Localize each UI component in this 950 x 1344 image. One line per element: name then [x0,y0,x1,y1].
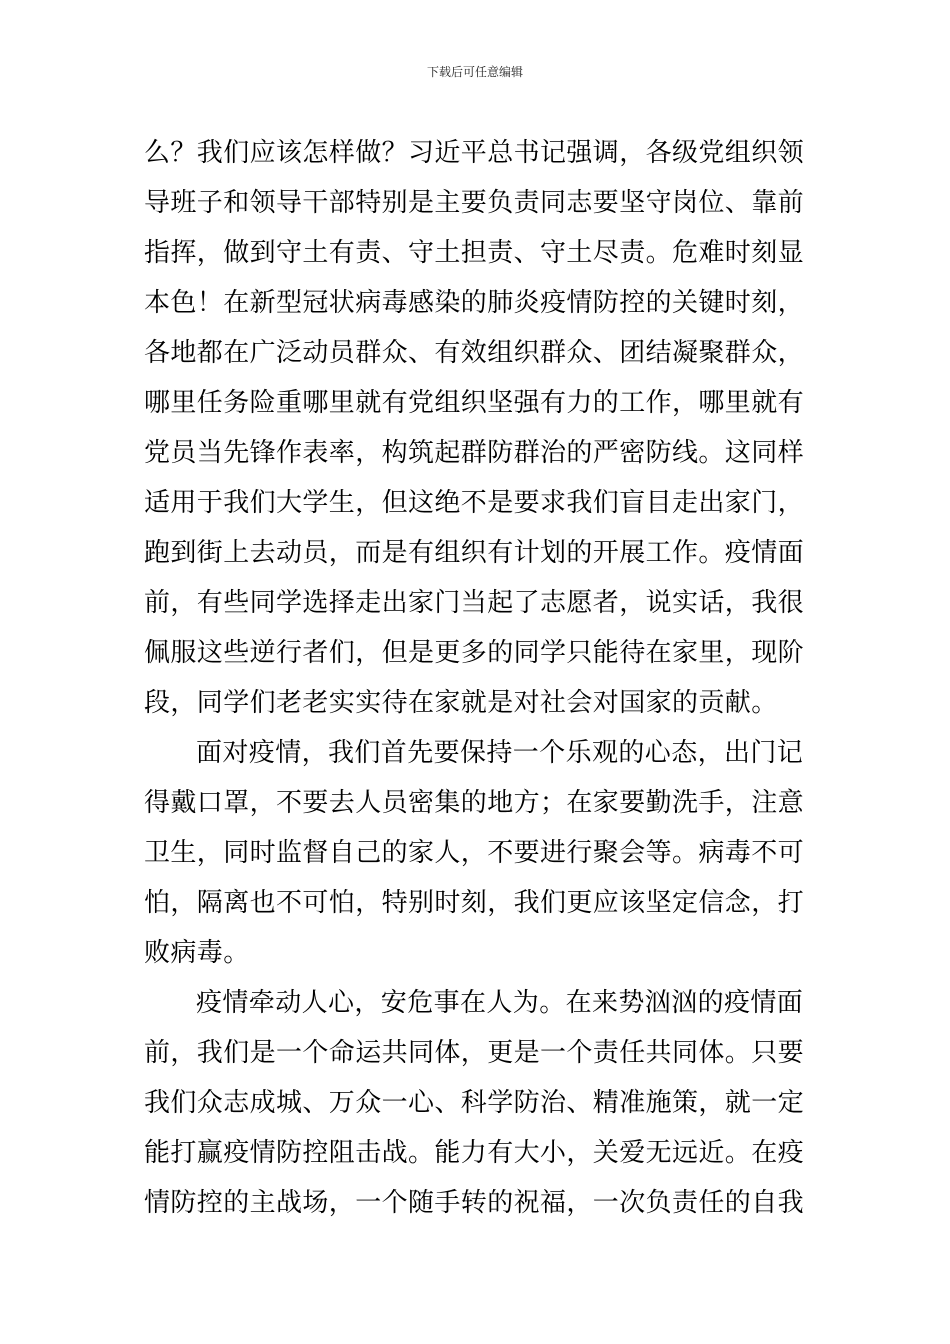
text-line: 佩服这些逆行者们，但是更多的同学只能待在家里，现阶 [144,638,805,668]
text-line: 指挥，做到守土有责、守土担责、守土尽责。危难时刻显 [144,238,805,268]
text-line: 败病毒。 [144,938,250,968]
text-line: 卫生，同时监督自己的家人，不要进行聚会等。病毒不可 [144,838,805,868]
page-header: 下载后可任意编辑 [426,65,523,79]
text-line: 跑到街上去动员，而是有组织有计划的开展工作。疫情面 [144,538,805,568]
text-line: 么？我们应该怎样做？习近平总书记强调，各级党组织领 [144,138,805,168]
text-line: 段，同学们老老实实待在家就是对社会对国家的贡献。 [144,688,778,718]
text-line: 我们众志成城、万众一心、科学防治、精准施策，就一定 [144,1088,805,1118]
text-line: 党员当先锋作表率，构筑起群防群治的严密防线。这同样 [144,438,805,468]
text-line: 情防控的主战场，一个随手转的祝福，一次负责任的自我 [144,1188,805,1218]
text-line: 适用于我们大学生，但这绝不是要求我们盲目走出家门， [144,488,805,518]
text-line: 疫情牵动人心，安危事在人为。在来势汹汹的疫情面 [196,988,804,1018]
document-body [144,128,808,1228]
text-line: 前，有些同学选择走出家门当起了志愿者，说实话，我很 [144,588,805,618]
text-line: 哪里任务险重哪里就有党组织坚强有力的工作，哪里就有 [144,388,805,418]
text-line: 能打赢疫情防控阻击战。能力有大小，关爱无远近。在疫 [144,1138,805,1168]
text-line: 得戴口罩，不要去人员密集的地方；在家要勤洗手，注意 [144,788,805,818]
text-line: 怕，隔离也不可怕，特别时刻，我们更应该坚定信念，打 [144,888,805,918]
text-line: 前，我们是一个命运共同体，更是一个责任共同体。只要 [144,1038,805,1068]
text-line: 本色！在新型冠状病毒感染的肺炎疫情防控的关键时刻， [144,288,805,318]
text-line: 面对疫情，我们首先要保持一个乐观的心态，出门记 [196,738,804,768]
text-line: 导班子和领导干部特别是主要负责同志要坚守岗位、靠前 [144,188,805,218]
text-line: 各地都在广泛动员群众、有效组织群众、团结凝聚群众， [144,338,805,368]
